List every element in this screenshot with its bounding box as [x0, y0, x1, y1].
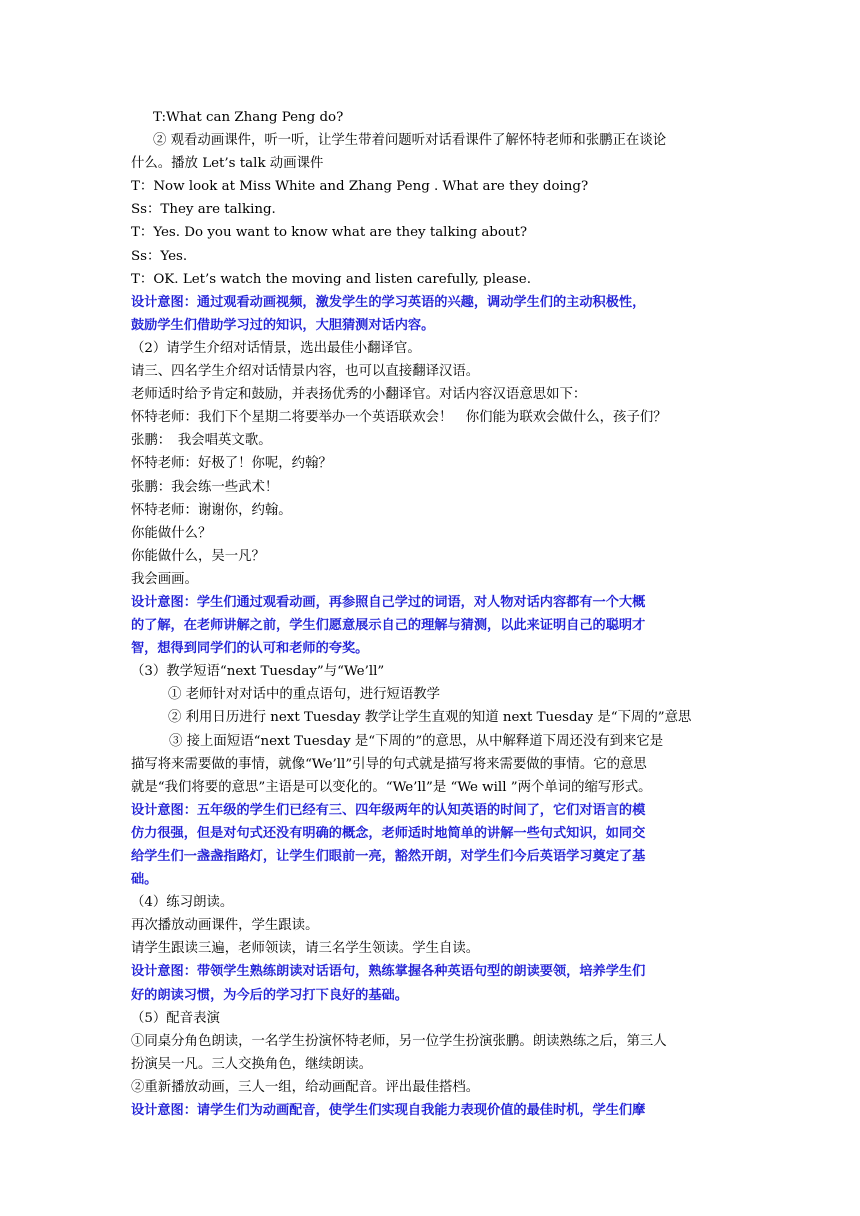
design-intent-line: 设计意图：请学生们为动画配音，使学生们实现自我能力表现价值的最佳时机，学生们摩 — [131, 1103, 646, 1119]
text-line: （4）练习朗读。 — [131, 895, 234, 911]
design-intent-line: 仿力很强，但是对句式还没有明确的概念，老师适时地简单的讲解一些句式知识，如同交 — [131, 825, 646, 841]
design-intent-line: 给学生们一盏盏指路灯，让学生们眼前一亮，豁然开朗，对学生们今后英语学习奠定了基 — [131, 849, 646, 864]
text-line: 请三、四名学生介绍对话情景内容，也可以直接翻译汉语。 — [131, 364, 480, 380]
design-intent-line: 设计意图：带领学生熟练朗读对话语句，熟练掌握各种英语句型的朗读要领，培养学生们 — [131, 964, 646, 980]
text-line: 怀特老师：谢谢你，约翰。 — [131, 502, 292, 518]
text-line: T：Now look at Miss White and Zhang Peng . What are they doing? — [131, 179, 589, 195]
text-line: ③ 接上面短语“next Tuesday 是“下周的”的意思，从中解释道下周还没有到来它是 — [169, 733, 664, 749]
text-line: 怀特老师：好极了！你呢，约翰？ — [131, 456, 332, 472]
document-page — [131, 106, 731, 1122]
text-line: 老师适时给予肯定和鼓励，并表扬优秀的小翻译官。对话内容汉语意思如下： — [131, 387, 587, 403]
text-line: T：OK. Let’s watch the moving and listen carefully, please. — [131, 271, 531, 287]
text-line: （2）请学生介绍对话情景，选出最佳小翻译官。 — [131, 340, 421, 356]
text-line: 什么。播放 Let’s talk 动画课件 — [131, 156, 324, 172]
text-line: ② 观看动画课件，听一听，让学生带着问题听对话看课件了解怀特老师和张鹏正在谈论 — [153, 133, 667, 149]
text-line: Ss：Yes. — [131, 248, 188, 264]
text-line: 就是“我们将要的意思”主语是可以变化的。“We’ll”是 “We will ”两个单词的缩写形式。 — [131, 779, 652, 795]
text-line: 你能做什么？ — [131, 525, 212, 541]
text-line: （3）教学短语“next Tuesday”与“We’ll” — [131, 664, 385, 680]
text-line: 张鹏： 我会唱英文歌。 — [131, 433, 272, 449]
text-line: 怀特老师：我们下个星期二将要举办一个英语联欢会！ 你们能为联欢会做什么，孩子们？ — [131, 410, 667, 426]
text-line: 扮演吴一凡。三人交换角色，继续朗读。 — [131, 1056, 373, 1072]
text-line: ②重新播放动画，三人一组，给动画配音。评出最佳搭档。 — [131, 1079, 480, 1095]
design-intent-line: 础。 — [131, 872, 158, 888]
text-line: Ss：They are talking. — [131, 202, 276, 218]
text-line: ② 利用日历进行 next Tuesday 教学让学生直观的知道 next Tuesday 是“下周的”意思 — [168, 710, 692, 726]
text-line: 再次播放动画课件，学生跟读。 — [131, 918, 319, 934]
design-intent-line: 设计意图：五年级的学生们已经有三、四年级两年的认知英语的时间了，它们对语言的模 — [131, 802, 646, 818]
design-intent-line: 鼓励学生们借助学习过的知识，大胆猜测对话内容。 — [131, 317, 435, 333]
design-intent-line: 的了解，在老师讲解之前，学生们愿意展示自己的理解与猜测，以此来证明自己的聪明才 — [131, 618, 646, 634]
text-line: 张鹏：我会练一些武术！ — [131, 479, 279, 495]
text-line: T:What can Zhang Peng do? — [153, 110, 344, 125]
text-line: 你能做什么，吴一凡？ — [131, 548, 265, 564]
text-line: 请学生跟读三遍，老师领读，请三名学生领读。学生自读。 — [131, 941, 480, 957]
design-intent-line: 设计意图：通过观看动画视频，激发学生的学习英语的兴趣，调动学生们的主动积极性， — [131, 294, 646, 310]
text-line: 描写将来需要做的事情，就像“We’ll”引导的句式就是描写将来需要做的事情。它的意思 — [131, 756, 647, 772]
design-intent-line: 设计意图：学生们通过观看动画，再参照自己学过的词语，对人物对话内容都有一个大概 — [131, 594, 646, 610]
text-line: （5）配音表演 — [131, 1010, 220, 1026]
text-line: T：Yes. Do you want to know what are they talking about? — [131, 225, 528, 241]
text-line: ①同桌分角色朗读，一名学生扮演怀特老师，另一位学生扮演张鹏。朗读熟练之后，第三人 — [131, 1033, 667, 1049]
design-intent-line: 好的朗读习惯，为今后的学习打下良好的基础。 — [131, 987, 408, 1003]
text-line: 我会画画。 — [131, 571, 198, 587]
design-intent-line: 智，想得到同学们的认可和老师的夸奖。 — [131, 641, 369, 657]
text-line: ① 老师针对对话中的重点语句，进行短语教学 — [168, 687, 441, 703]
